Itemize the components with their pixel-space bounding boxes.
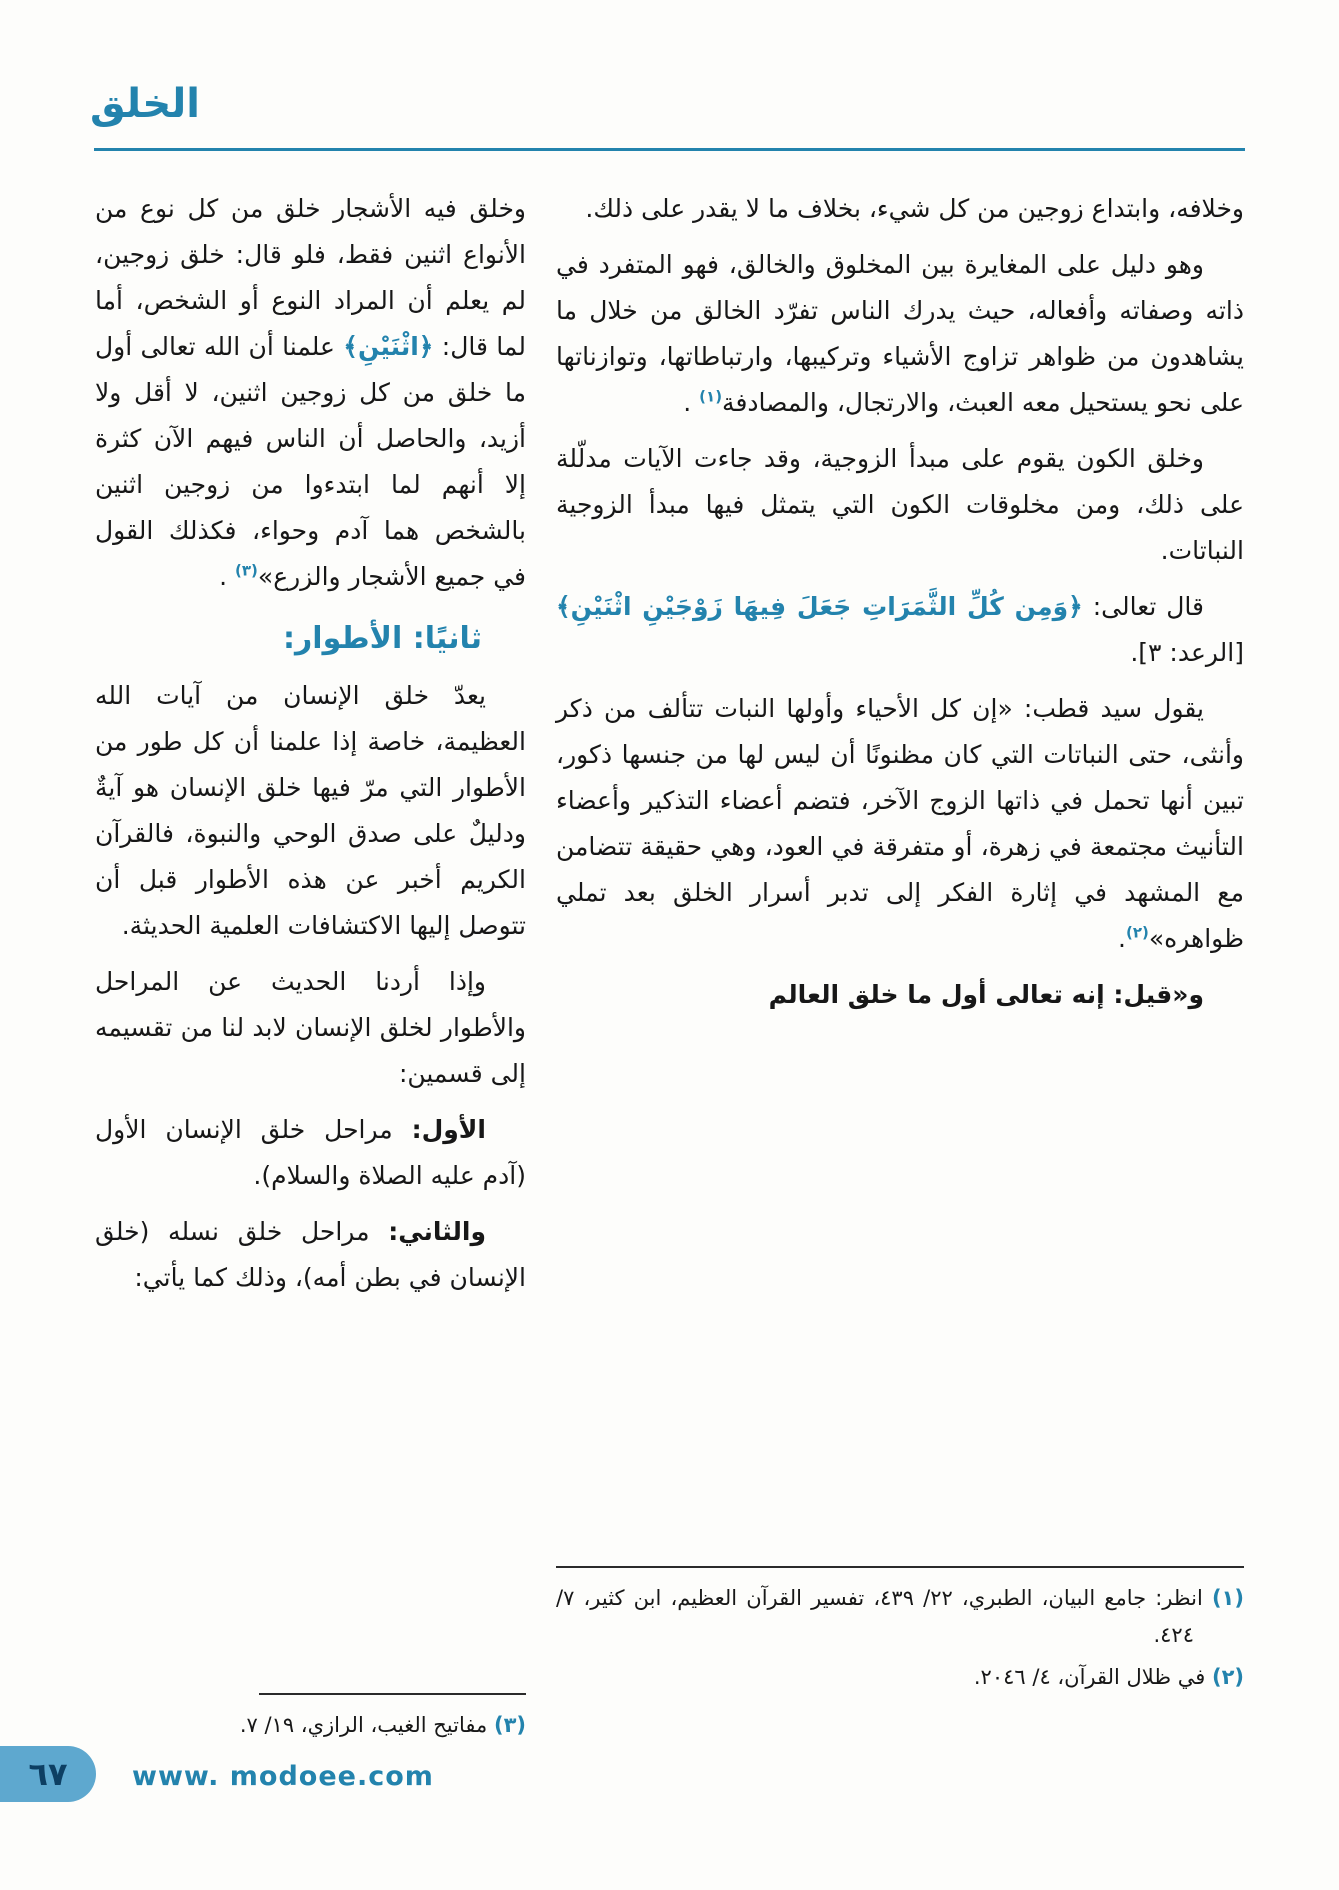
paragraph bbox=[556, 686, 1244, 962]
section-heading: ثانيًا: الأطوار: bbox=[283, 621, 482, 656]
quran-verse: ﴿وَمِن كُلِّ الثَّمَرَاتِ جَعَلَ فِيهَا زَوْجَيْنِ اثْنَيْنِ﴾ bbox=[556, 592, 1083, 621]
paragraph-list-item bbox=[95, 1107, 526, 1199]
website-url: www. modoee.com bbox=[132, 1761, 434, 1792]
footnote-text: مفاتيح الغيب، الرازي، ١٩/ ٧. bbox=[239, 1713, 488, 1738]
paragraph-text: و«قيل: إنه تعالى أول ما خلق العالم bbox=[768, 980, 1204, 1009]
quran-verse: ﴿اثْنَيْنِ﴾ bbox=[343, 332, 434, 361]
paragraph bbox=[95, 186, 526, 600]
paragraph bbox=[556, 436, 1244, 574]
page-content bbox=[95, 186, 1244, 1750]
paragraph-text: مراحل خلق الإنسان الأول (آدم عليه الصلاة والسلام). bbox=[95, 1115, 526, 1190]
list-item-lead: الأول: bbox=[411, 1115, 486, 1144]
footnote-marker: (٢) bbox=[1125, 923, 1149, 942]
header-divider-line bbox=[94, 148, 1245, 151]
footnote-number: (٣) bbox=[493, 1713, 526, 1738]
footnote-separator bbox=[259, 1693, 526, 1695]
footnote-text: انظر: جامع البيان، الطبري، ٢٢/ ٤٣٩، تفسير القرآن العظيم، ابن كثير، ٧/ ٤٢٤. bbox=[556, 1585, 1203, 1647]
footnote-number: (١) bbox=[1211, 1585, 1244, 1610]
paragraph-list-item bbox=[95, 1209, 526, 1301]
footnote-number: (٢) bbox=[1211, 1665, 1244, 1690]
verse-reference: [الرعد: ٣]. bbox=[1130, 638, 1244, 667]
paragraph-text: وإذا أردنا الحديث عن المراحل والأطوار لخلق الإنسان لابد لنا من تقسيمه إلى قسمين: bbox=[95, 967, 526, 1088]
paragraph bbox=[556, 242, 1244, 426]
paragraph-text: يعدّ خلق الإنسان من آيات الله العظيمة، خاصة إذا علمنا أن كل طور من الأطوار التي مرّ فيها خلق الإنسان هو آيةٌ ودليلٌ على صدق الوحي والنبوة، فالقرآن الكريم أخبر عن هذه الأطوار قبل أن تتوصل إليها الاكتشافات العلمية الحديثة. bbox=[95, 681, 526, 940]
paragraph bbox=[95, 959, 526, 1097]
page-number: ٦٧ bbox=[28, 1755, 68, 1793]
paragraph-quran bbox=[556, 584, 1244, 676]
paragraph-text: . bbox=[1118, 924, 1126, 953]
footnote bbox=[556, 1580, 1244, 1654]
footnote-marker: (٣) bbox=[235, 561, 258, 580]
paragraph-text: وخلافه، وابتداع زوجين من كل شيء، بخلاف ما لا يقدر على ذلك. bbox=[585, 194, 1244, 223]
paragraph-text: علمنا أن الله تعالى أول ما خلق من كل زوجين اثنين، لا أقل ولا أزيد، والحاصل أن الناس فيهم الآن كثرة إلا أنهم لما ابتدءوا من زوجين اثنين بالشخص هما آدم وحواء، فكذلك القول في جميع الأشجار والزرع» bbox=[95, 332, 526, 591]
page-number-bar bbox=[0, 1746, 96, 1802]
paragraph-text: وخلق الكون يقوم على مبدأ الزوجية، وقد جاءت الآيات مدلّلة على ذلك، ومن مخلوقات الكون التي يتمثل فيها مبدأ الزوجية النباتات. bbox=[556, 444, 1244, 565]
left-column bbox=[95, 186, 526, 1750]
footnote-marker: (١) bbox=[699, 387, 723, 406]
paragraph-text: وهو دليل على المغايرة بين المخلوق والخالق، فهو المتفرد في ذاته وصفاته وأفعاله، حيث يدرك الناس تفرّد الخالق من خلال ما يشاهدون من ظواهر تزاوج الأشياء وتركيبها، وارتباطاتها، وتوازناتها على نحو يستحيل معه العبث، والارتجال، والمصادفة bbox=[556, 250, 1244, 417]
list-item-lead: والثاني: bbox=[388, 1217, 486, 1246]
paragraph-text: . bbox=[683, 388, 700, 417]
paragraph bbox=[95, 673, 526, 949]
footnote bbox=[95, 1707, 526, 1744]
footnote-separator bbox=[556, 1566, 1244, 1568]
right-column bbox=[556, 186, 1244, 1750]
paragraph-text: وخلق فيه الأشجار خلق من كل نوع من الأنواع اثنين فقط، فلو قال: خلق زوجين، لم يعلم أن المراد النوع أو الشخص، أما لما قال: bbox=[95, 194, 526, 361]
footnote bbox=[556, 1659, 1244, 1696]
paragraph-text: يقول سيد قطب: «إن كل الأحياء وأولها النبات تتألف من ذكر وأنثى، حتى النباتات التي كان مظنونًا أن ليس لها من جنسها ذكور، تبين أنها تحمل في ذاتها الزوج الآخر، فتضم أعضاء التذكير وأعضاء التأنيث مجتمعة في زهرة، أو متفرقة في العود، وهي حقيقة تتضامن مع المشهد في إثارة الفكر إلى تدبر أسرار الخلق بعد تملي ظواهره» bbox=[556, 694, 1244, 953]
footnote-text: في ظلال القرآن، ٤/ ٢٠٤٦. bbox=[973, 1665, 1206, 1690]
paragraph-catchline bbox=[556, 972, 1244, 1018]
chapter-title: الخلق bbox=[90, 81, 200, 127]
paragraph-text: . bbox=[219, 562, 236, 591]
paragraph-text: قال تعالى: bbox=[1082, 592, 1204, 621]
footnotes-right bbox=[556, 1566, 1244, 1702]
footnotes-left bbox=[95, 1693, 526, 1750]
paragraph-text: مراحل خلق نسله (خلق الإنسان في بطن أمه)، وذلك كما يأتي: bbox=[95, 1217, 526, 1292]
paragraph bbox=[556, 186, 1244, 232]
